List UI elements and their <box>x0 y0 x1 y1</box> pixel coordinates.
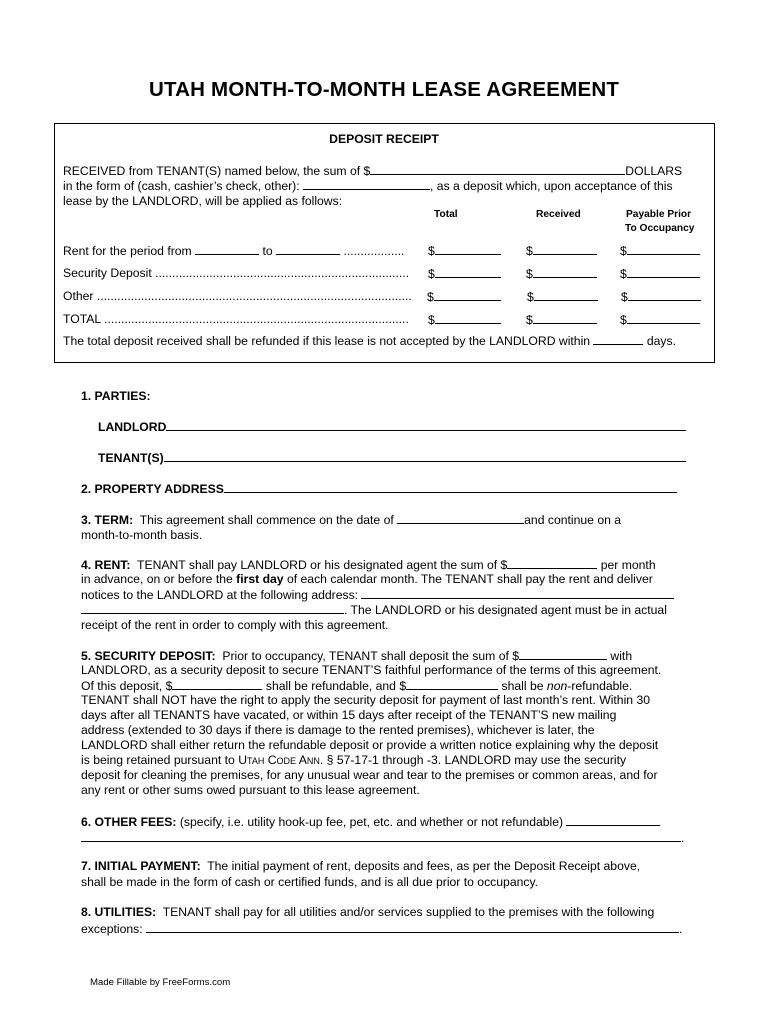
initial-payment-heading: 7. INITIAL PAYMENT: <box>81 859 201 873</box>
row-total-label: TOTAL .......................................................................................... <box>63 312 409 326</box>
tenants-label: TENANT(S) <box>98 451 164 465</box>
security-text-9: deposit for cleaning the premises, for any unusual wear and tear to the premises or common areas, and for <box>81 768 658 782</box>
total-received-field[interactable] <box>533 312 597 324</box>
security-text-2: LANDLORD, as a security deposit to secure TENANT’S faithful performance of the terms of this agreement. <box>81 663 662 677</box>
dollar-sign: $ <box>526 267 533 281</box>
term-text-2: and continue on a <box>524 513 622 527</box>
dollar-sign: $ <box>621 290 628 304</box>
security-text-10: any rent or other sums owed pursuant to this lease agreement. <box>81 783 420 797</box>
dollar-sign: $ <box>428 244 435 258</box>
other-total-field[interactable] <box>434 289 501 301</box>
security-heading: 5. SECURITY DEPOSIT: <box>81 649 216 663</box>
refund-note: The total deposit received shall be refunded if this lease is not accepted by the LANDLORD within <box>63 334 591 348</box>
dollars-label: DOLLARS <box>625 164 683 178</box>
dollar-sign: $ <box>428 267 435 281</box>
security-total-field[interactable] <box>435 266 501 278</box>
row-rent <box>63 243 404 258</box>
fees-text: (specify, i.e. utility hook-up fee, pet, etc. and whether or not refundable) <box>179 815 564 829</box>
rent-text-1: TENANT shall pay LANDLORD or his designated agent the sum of $ <box>137 558 508 572</box>
rent-received-field[interactable] <box>533 243 597 255</box>
rent-text-6: receipt of the rent in order to comply with this agreement. <box>81 618 389 632</box>
property-address-heading: 2. PROPERTY ADDRESS <box>81 482 224 496</box>
rent-address-field-1[interactable] <box>361 587 674 599</box>
security-text-3d: -refundable. <box>567 679 633 693</box>
rent-heading: 4. RENT: <box>81 558 131 572</box>
security-text-3a: Of this deposit, $ <box>81 679 173 693</box>
other-payable-field[interactable] <box>628 289 701 301</box>
utah-code-text: Utah Code Ann. <box>238 753 324 767</box>
other-received-field[interactable] <box>534 289 598 301</box>
term-heading: 3. TERM: <box>81 513 134 527</box>
col-payable-header-2: To Occupancy <box>625 223 695 234</box>
row-other-label: Other ............................................................................................. <box>63 289 412 303</box>
security-text-5: days after all TENANTS have vacated, or within 15 days after receipt of the TENANT’S new mailing <box>81 708 617 722</box>
security-received-field[interactable] <box>533 266 597 278</box>
security-amount-field[interactable] <box>519 648 607 660</box>
col-total-header: Total <box>434 209 458 220</box>
payment-form-field[interactable] <box>303 178 430 190</box>
parties-heading: 1. PARTIES: <box>81 389 151 403</box>
first-day-text: first day <box>236 572 284 586</box>
rent-payable-field[interactable] <box>627 243 700 255</box>
col-payable-header-1: Payable Prior <box>626 209 692 220</box>
utilities-heading: 8. UTILITIES: <box>81 905 157 919</box>
dollar-sign: $ <box>620 313 627 327</box>
security-text-6: address (extended to 30 days if there is damage to the rented premises), whichever is later, the <box>81 723 595 737</box>
document-title: UTAH MONTH-TO-MONTH LEASE AGREEMENT <box>148 78 620 101</box>
security-text-3b: shall be refundable, and $ <box>265 679 407 693</box>
refundable-amount-field[interactable] <box>172 678 262 690</box>
nonrefundable-amount-field[interactable] <box>406 678 498 690</box>
security-payable-field[interactable] <box>627 266 700 278</box>
days-label: days. <box>646 334 676 348</box>
security-text-1b: with <box>610 649 633 663</box>
utilities-text-2: exceptions: <box>81 922 143 936</box>
dollar-sign: $ <box>526 313 533 327</box>
row-rent-dots: .................. <box>343 244 405 258</box>
term-start-date-field[interactable] <box>397 512 524 524</box>
dollar-sign: $ <box>428 313 435 327</box>
row-security-label: Security Deposit ........................................................................... <box>63 266 410 280</box>
dollar-sign: $ <box>620 244 627 258</box>
landlord-field[interactable] <box>166 419 686 431</box>
row-rent-to-label: to <box>262 244 273 258</box>
received-from-label: RECEIVED from TENANT(S) named below, the sum of $ <box>63 164 371 178</box>
rent-period-from-field[interactable] <box>195 243 259 255</box>
col-received-header: Received <box>536 209 581 220</box>
initial-text-2: shall be made in the form of cash or certified funds, and is all due prior to occupancy. <box>81 875 539 889</box>
term-text-3: month-to-month basis. <box>81 528 203 542</box>
dollar-sign: $ <box>526 244 533 258</box>
other-fees-field-1[interactable] <box>566 814 660 826</box>
non-text: non <box>546 679 568 693</box>
rent-total-field[interactable] <box>435 243 501 255</box>
as-deposit-label: , as a deposit which, upon acceptance of this <box>430 179 673 193</box>
footer-credit: Made Fillable by FreeForms.com <box>90 977 231 988</box>
rent-period-to-field[interactable] <box>276 243 340 255</box>
in-form-of-label: in the form of (cash, cashier’s check, other): <box>63 179 300 193</box>
total-payable-field[interactable] <box>627 312 700 324</box>
security-text-7: LANDLORD shall either return the refundable deposit or provide a written notice explaining why the deposit <box>81 738 659 752</box>
security-text-4: TENANT shall NOT have the right to apply the security deposit for payment of last month’s rent. Within 30 <box>81 693 651 707</box>
row-rent-label: Rent for the period from <box>63 244 192 258</box>
applied-label: lease by the LANDLORD, will be applied as follows: <box>63 194 343 208</box>
refund-days-field[interactable] <box>593 333 643 345</box>
total-total-field[interactable] <box>435 312 501 324</box>
initial-text-1: The initial payment of rent, deposits and fees, as per the Deposit Receipt above, <box>207 859 641 873</box>
property-address-field[interactable] <box>224 481 677 493</box>
term-text-1: This agreement shall commence on the date of <box>139 513 394 527</box>
dollar-sign: $ <box>620 267 627 281</box>
utilities-text-1: TENANT shall pay for all utilities and/or services supplied to the premises with the following <box>162 905 655 919</box>
dollar-sign: $ <box>427 290 434 304</box>
fees-heading: 6. OTHER FEES: <box>81 815 177 829</box>
utilities-exceptions-field[interactable] <box>146 921 679 933</box>
rent-amount-field[interactable] <box>507 557 597 569</box>
security-text-8a: is being retained pursuant to <box>81 753 239 767</box>
rent-text-5: . The LANDLORD or his designated agent must be in actual <box>344 603 667 617</box>
rent-text-2: per month <box>600 558 656 572</box>
received-sum-field[interactable] <box>370 163 625 175</box>
deposit-receipt-heading: DEPOSIT RECEIPT <box>329 132 439 146</box>
landlord-label: LANDLORD <box>98 420 167 434</box>
rent-address-field-2[interactable] <box>81 602 344 614</box>
rent-text-3a: in advance, on or before the <box>81 572 237 586</box>
other-fees-field-2[interactable] <box>81 830 681 842</box>
security-text-8b: § 57-17-1 through -3. LANDLORD may use the security <box>323 753 627 767</box>
rent-text-3b: of each calendar month. The TENANT shall pay the rent and deliver <box>283 572 653 586</box>
security-text-1: Prior to occupancy, TENANT shall deposit the sum of $ <box>222 649 520 663</box>
dollar-sign: $ <box>527 290 534 304</box>
security-text-3c: shall be <box>501 679 547 693</box>
rent-text-4: notices to the LANDLORD at the following address: <box>81 588 359 602</box>
tenants-field[interactable] <box>164 450 686 462</box>
